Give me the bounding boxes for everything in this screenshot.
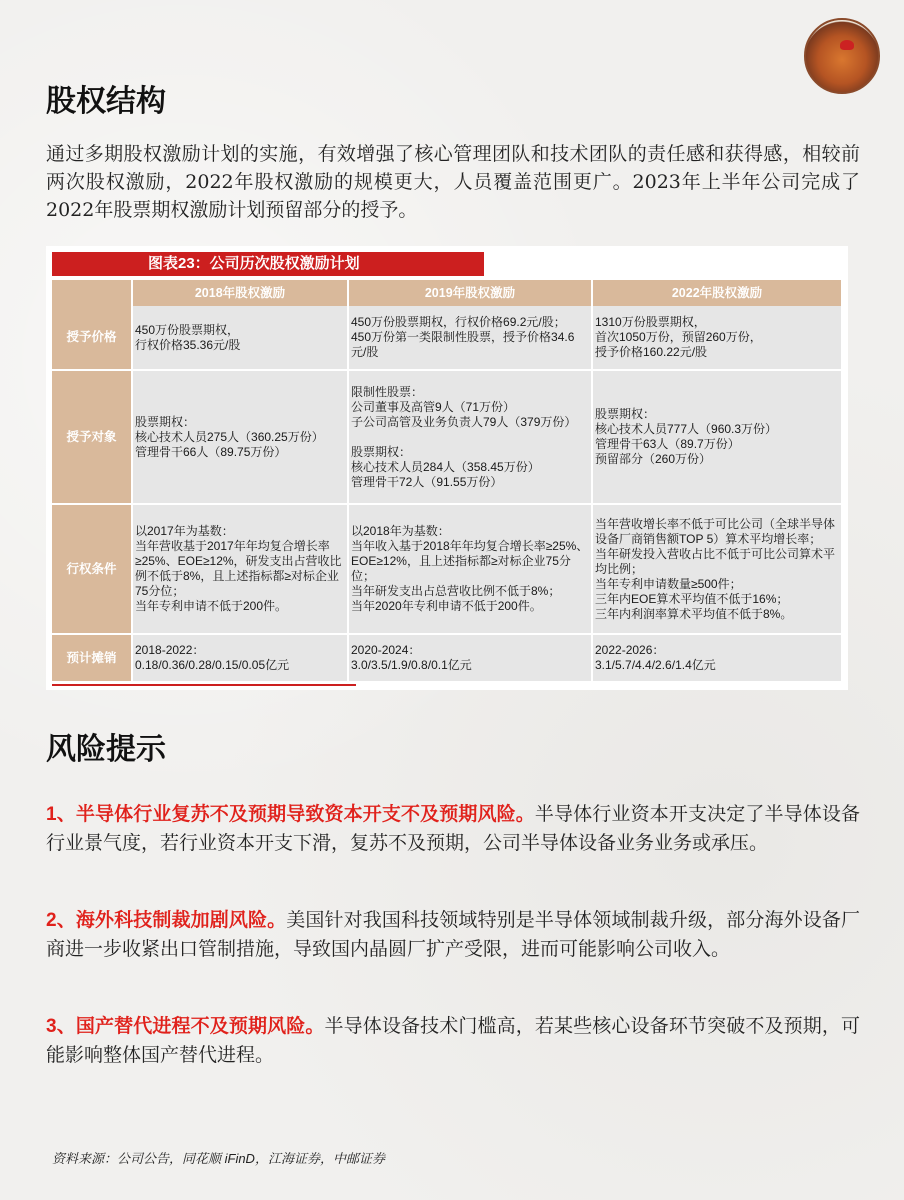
- risk-item: [46, 1012, 860, 1069]
- risk-lead: 3、国产替代进程不及预期风险。: [46, 1016, 325, 1037]
- table-cell: 2020-2024： 3.0/3.5/1.9/0.8/0.1亿元: [348, 634, 592, 682]
- table-cell: 450万份股票期权， 行权价格35.36元/股: [132, 306, 348, 370]
- table-cell: 股票期权： 核心技术人员777人（960.3万份） 管理骨干63人（89.7万份） 预留部分（260万份）: [592, 370, 842, 504]
- rooster-icon: [840, 40, 854, 50]
- risk-body: 半导体行业资本开支决定了半导体设备行业景气度，若行业资本开支下滑，复苏不及预期，公司半导体设备业务业务或承压。: [46, 803, 860, 854]
- brand-logo: [804, 18, 880, 94]
- table-caption: 图表23：公司历次股权激励计划: [52, 252, 484, 276]
- table-cell: 股票期权： 核心技术人员275人（360.25万份） 管理骨干66人（89.75万份）: [132, 370, 348, 504]
- row-label: 授予对象: [52, 370, 132, 504]
- table-cell: 2018-2022： 0.18/0.36/0.28/0.15/0.05亿元: [132, 634, 348, 682]
- section-title-equity: 股权结构: [46, 85, 166, 118]
- intro-paragraph: 通过多期股权激励计划的实施，有效增强了核心管理团队和技术团队的责任感和获得感，相较前两次股权激励，2022年股权激励的规模更大，人员覆盖范围更广。2023年上半年公司完成了2022年股票期权激励计划预留部分的授予。: [46, 143, 860, 221]
- table-cell: 以2017年为基数： 当年营收基于2017年年均复合增长率≥25%、EOE≥12%，研发支出占营收比例不低于8%，且上述指标都≥对标企业75分位； 当年专利申请不低于200件。: [132, 504, 348, 634]
- row-label: 行权条件: [52, 504, 132, 634]
- risk-lead: 2、海外科技制裁加剧风险。: [46, 910, 287, 931]
- table-header-row: [52, 280, 842, 306]
- caption-underline: [52, 684, 356, 686]
- risk-item: [46, 800, 860, 857]
- table-cell: 2022-2026： 3.1/5.7/4.4/2.6/1.4亿元: [592, 634, 842, 682]
- table-row: [52, 370, 842, 504]
- section-title-risk: 风险提示: [46, 733, 166, 766]
- risk-item: [46, 906, 860, 963]
- risk-body: 美国针对我国科技领域特别是半导体领域制裁升级，部分海外设备厂商进一步收紧出口管制措施，导致国内晶圆厂扩产受限，进而可能影响公司收入。: [46, 909, 860, 960]
- header-cell: 2022年股权激励: [592, 280, 842, 306]
- table-cell: 限制性股票： 公司董事及高管9人（71万份） 子公司高管及业务负责人79人（379万份） 股票期权： 核心技术人员284人（358.45万份） 管理骨干72人（91.55万份）: [348, 370, 592, 504]
- row-label: 预计摊销: [52, 634, 132, 682]
- table-cell: 1310万份股票期权， 首次1050万份，预留260万份， 授予价格160.22元/股: [592, 306, 842, 370]
- table-row: [52, 634, 842, 682]
- incentive-table: [52, 280, 843, 683]
- table-cell: 450万份股票期权，行权价格69.2元/股； 450万份第一类限制性股票，授予价格34.6元/股: [348, 306, 592, 370]
- header-cell: [52, 280, 132, 306]
- table-cell: 当年营收增长率不低于可比公司（全球半导体设备厂商销售额TOP 5）算术平均增长率； 当年研发投入营收占比不低于可比公司算术平均比例； 当年专利申请数量≥500件； 三年内EOE算术平均值不低于16%； 三年内利润率算术平均值不低于8%。: [592, 504, 842, 634]
- table-cell: 以2018年为基数： 当年收入基于2018年年均复合增长率≥25%、EOE≥12%，且上述指标都≥对标企业75分位； 当年研发支出占总营收比例不低于8%； 当年2020年专利申请不低于200件。: [348, 504, 592, 634]
- table-row: [52, 504, 842, 634]
- table-row: [52, 306, 842, 370]
- risk-body: 半导体设备技术门槛高，若某些核心设备环节突破不及预期，可能影响整体国产替代进程。: [46, 1015, 860, 1066]
- source-note: 资料来源：公司公告，同花顺 iFinD，江海证券，中邮证券: [52, 1151, 385, 1166]
- risk-lead: 1、半导体行业复苏不及预期导致资本开支不及预期风险。: [46, 804, 535, 825]
- row-label: 授予价格: [52, 306, 132, 370]
- header-cell: 2018年股权激励: [132, 280, 348, 306]
- header-cell: 2019年股权激励: [348, 280, 592, 306]
- incentive-table-figure: [46, 246, 848, 690]
